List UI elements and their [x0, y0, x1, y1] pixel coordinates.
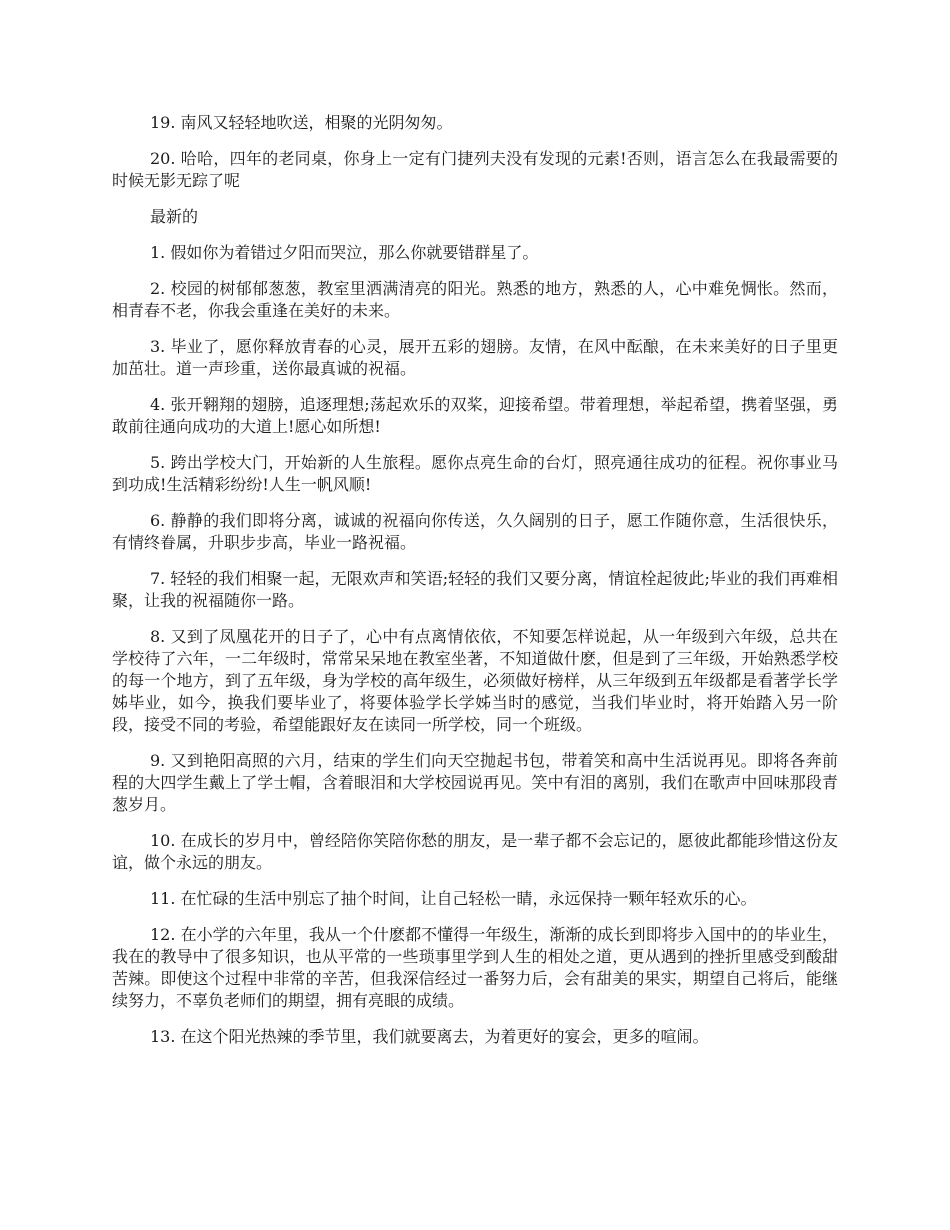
paragraph-1: 1. 假如你为着错过夕阳而哭泣，那么你就要错群星了。 — [150, 243, 539, 262]
paragraph-9: 9. 又到艳阳高照的六月，结束的学生们向天空抛起书包，带着笑和高中生活说再见。即将各奔前程的大四学生戴上了学士帽，含着眼泪和大学校园说再见。笑中有泪的离别，我们在歌声中回味那段青葱岁月。 — [112, 751, 838, 814]
document-body — [112, 112, 838, 1062]
paragraph-4: 4. 张开翱翔的翅膀，追逐理想;荡起欢乐的双桨，迎接希望。带着理想，举起希望，携着坚强，勇敢前往通向成功的大道上!愿心如所想! — [112, 395, 838, 436]
paragraph-2: 2. 校园的树郁郁葱葱，教室里洒满清亮的阳光。熟悉的地方，熟悉的人，心中难免惆怅。然而，相青春不老，你我会重逢在美好的未来。 — [112, 279, 838, 320]
section-heading-latest: 最新的 — [150, 207, 199, 226]
paragraph-13: 13. 在这个阳光热辣的季节里，我们就要离去，为着更好的宴会，更多的喧闹。 — [150, 1027, 709, 1046]
paragraph-11: 11. 在忙碌的生活中别忘了抽个时间，让自己轻松一睛，永远保持一颗年轻欢乐的心。 — [150, 889, 757, 908]
paragraph-5: 5. 跨出学校大门，开始新的人生旅程。愿你点亮生命的台灯，照亮通往成功的征程。祝你事业马到功成!生活精彩纷纷!人生一帆风顺! — [112, 453, 838, 494]
paragraph-12: 12. 在小学的六年里，我从一个什麽都不懂得一年级生，渐渐的成长到即将步入国中的的毕业生，我在的教导中了很多知识，也从平常的一些琐事里学到人生的相处之道，更从遇到的挫折里感受到酸甜苦辣。即使这个过程中非常的辛苦，但我深信经过一番努力后，会有甜美的果实，期望自己将后，能继续努力，不辜负老师们的期望，拥有亮眼的成绩。 — [112, 925, 838, 1010]
paragraph-6: 6. 静静的我们即将分离，诚诚的祝福向你传送，久久阔别的日子，愿工作随你意，生活很快乐，有情终眷属，升职步步高，毕业一路祝福。 — [112, 511, 838, 552]
paragraph-10: 10. 在成长的岁月中，曾经陪你笑陪你愁的朋友，是一辈子都不会忘记的，愿彼此都能珍惜这份友谊，做个永远的朋友。 — [112, 831, 838, 872]
paragraph-3: 3. 毕业了，愿你释放青春的心灵，展开五彩的翅膀。友情，在风中酝酿，在未来美好的日子里更加茁壮。道一声珍重，送你最真诚的祝福。 — [112, 337, 838, 378]
paragraph-7: 7. 轻轻的我们相聚一起，无限欢声和笑语;轻轻的我们又要分离，情谊栓起彼此;毕业的我们再难相聚，让我的祝福随你一路。 — [112, 569, 838, 610]
paragraph-19: 19. 南风又轻轻地吹送，相聚的光阴匆匆。 — [150, 113, 453, 132]
paragraph-20: 20. 哈哈，四年的老同桌，你身上一定有门捷列夫没有发现的元素!否则，语言怎么在我最需要的时候无影无踪了呢 — [112, 149, 838, 190]
paragraph-8: 8. 又到了凤凰花开的日子了，心中有点离情依依，不知要怎样说起，从一年级到六年级，总共在学校待了六年，一二年级时，常常呆呆地在教室坐著，不知道做什麽，但是到了三年级，开始熟悉学校的每一个地方，到了五年级，身为学校的高年级生，必须做好榜样，从三年级到五年级都是看著学长学姊毕业，如今，换我们要毕业了，将要体验学长学姊当时的感觉，当我们毕业时，将开始踏入另一阶段，接受不同的考验，希望能跟好友在读同一所学校，同一个班级。 — [112, 627, 838, 734]
